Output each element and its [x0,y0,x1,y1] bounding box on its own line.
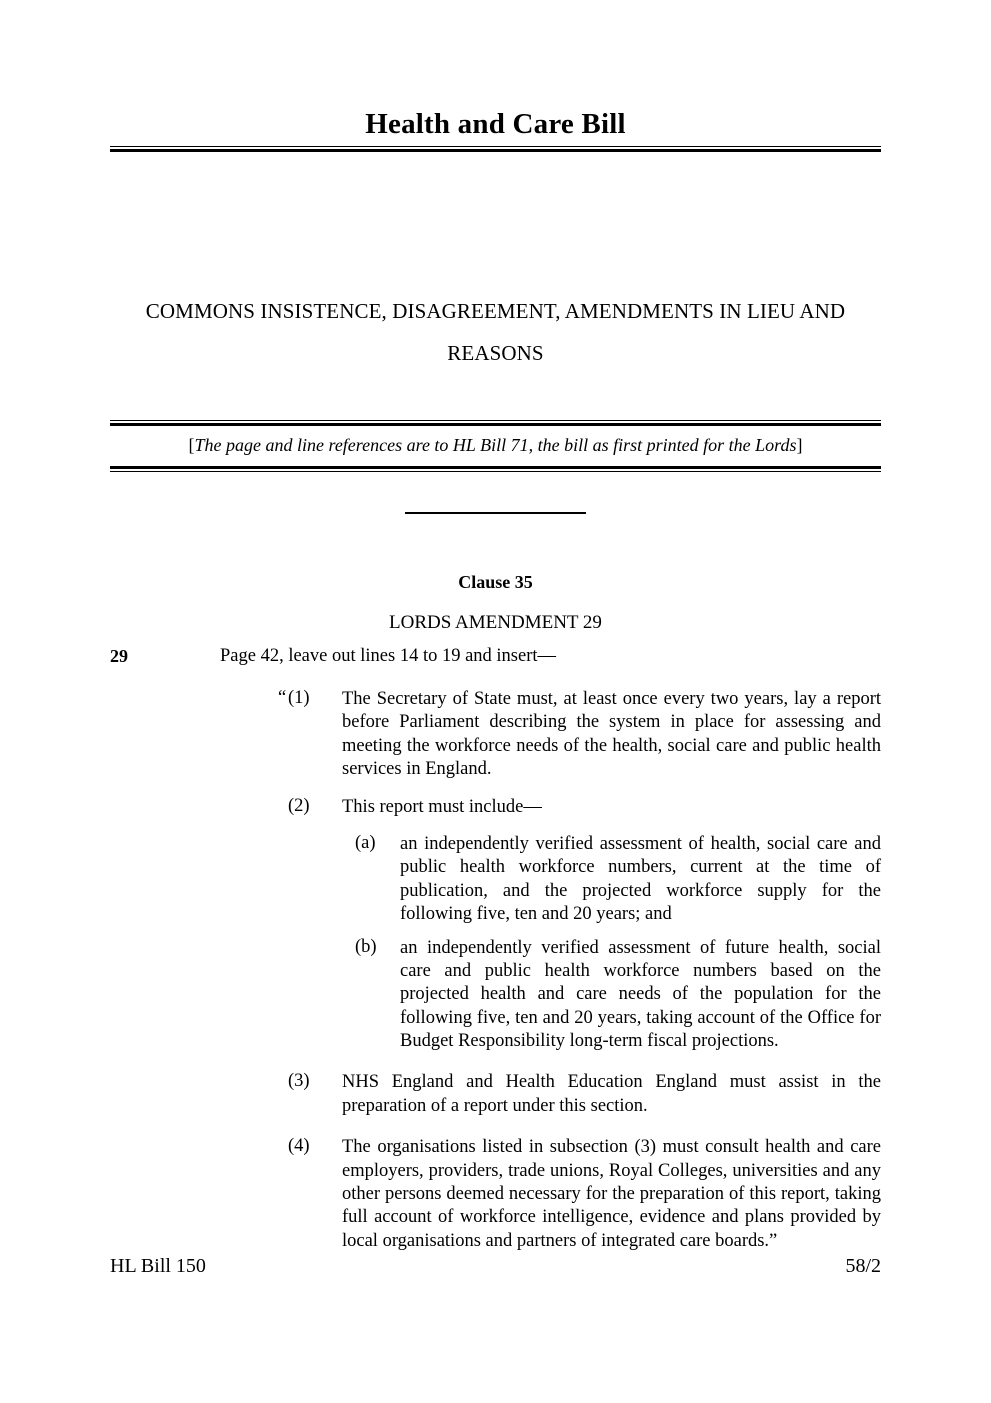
subsection-3 [288,1071,881,1118]
amendment-instruction: Page 42, leave out lines 14 to 19 and insert— [220,646,557,666]
paragraph-a [355,833,881,927]
reference-note [110,426,881,466]
subsection-3-label: (3) [288,1071,310,1092]
paragraph-a-label: (a) [355,832,376,853]
amendment-instruction-row [110,646,881,672]
paragraph-b-label: (b) [355,936,377,957]
page-title: Health and Care Bill [365,108,626,140]
reference-note-block [110,420,881,472]
subsection-4 [288,1136,881,1253]
opening-quote: “ [278,688,287,708]
paragraph-b [355,937,881,1054]
subsection-2-label: (2) [288,795,310,816]
note-text: The page and line references are to HL Bill 71, the bill as first printed for the Lords [194,435,797,455]
header-rule [110,146,881,152]
footer-bill-number: HL Bill 150 [110,1255,206,1277]
paragraph-a-text: an independently verified assessment of health, social care and public health workforce numbers, current at the time of publication, and the projected workforce supply for the following five, ten and 20 years; and [400,833,881,925]
subsection-1-number: (1) [288,688,310,708]
clause-heading: Clause 35 [458,572,533,592]
paragraph-b-text: an independently verified assessment of future health, social care and public health workforce numbers based on the projected health and care needs of the population for the following five, ten and 20 years, taking account of the Office for Budget Responsibility long-term fiscal projections. [400,937,881,1052]
amendment-heading: LORDS AMENDMENT 29 [389,612,602,633]
subsection-2-text: This report must include— [342,796,542,817]
subsection-4-label: (4) [288,1136,310,1157]
amendment-body [110,646,881,1267]
subsection-4-text: The organisations listed in subsection (3) must consult health and care employers, providers, trade unions, Royal Colleges, universities and any other persons deemed necessary for the preparation of this report, taking full account of workforce intelligence, evidence and plans provided by local organisations and partners of integrated care boards.” [342,1137,881,1251]
subsection-2 [288,796,881,819]
subsection-3-text: NHS England and Health Education England must assist in the preparation of a report under this section. [342,1072,881,1116]
header-rule-thick [110,149,881,152]
note-close-bracket: ] [796,435,803,455]
page-footer [110,1255,881,1278]
amendment-number: 29 [110,646,128,666]
subsection-1 [278,688,881,782]
subsection-1-label [278,688,342,709]
note-bottom-rule-thin [110,471,881,472]
section-heading: COMMONS INSISTENCE, DISAGREEMENT, AMENDMENTS IN LIEU AND REASONS [145,299,846,365]
subsection-1-text: The Secretary of State must, at least once every two years, lay a report before Parliament describing the system in place for assessing and meeting the workforce needs of the health, social care and public health services in England. [342,689,881,780]
footer-page-number: 58/2 [845,1255,881,1277]
note-open-bracket: [ [188,435,195,455]
short-divider [405,512,586,514]
